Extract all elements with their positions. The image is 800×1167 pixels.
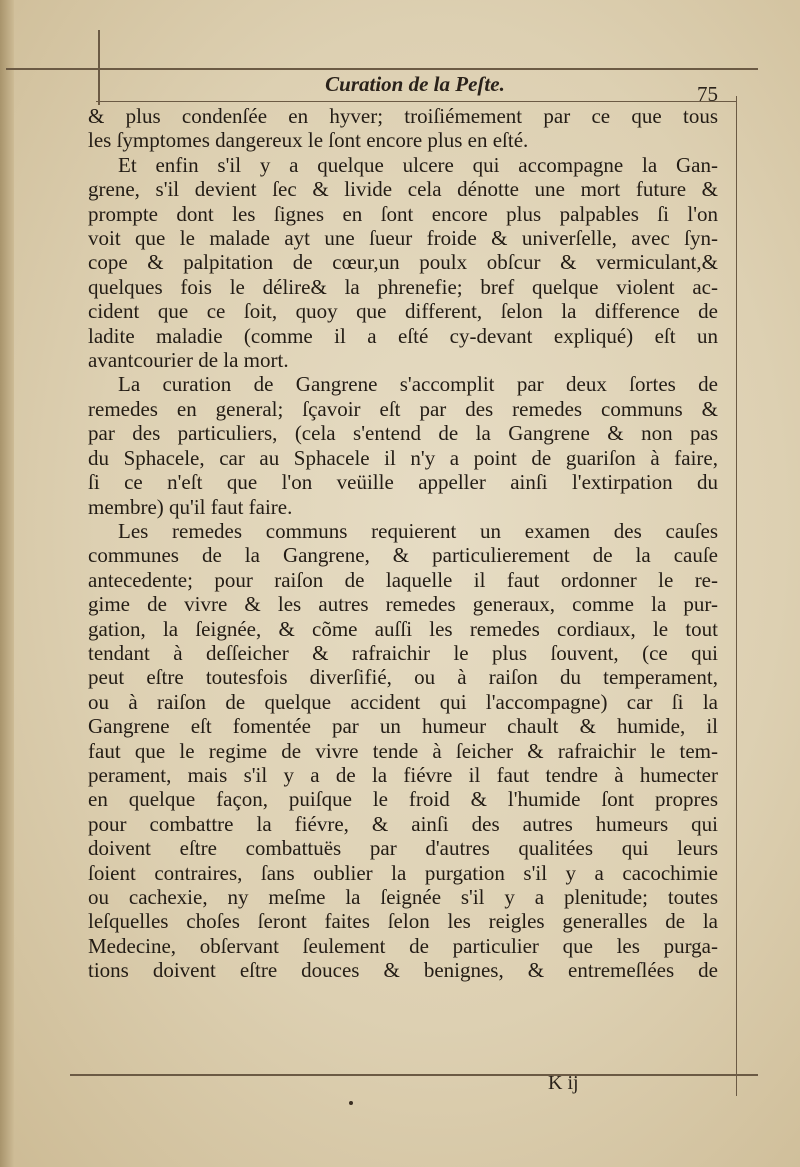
page-number: 75 [697,82,718,106]
running-title: Curation de la Peſte. [325,72,505,96]
text-line: gation, la ſeignée, & cõme auſſi les remedes cordiaux, le tout [88,616,718,641]
text-line: & plus condenſée en hyver; troiſiémement par ce que tous [88,104,718,128]
text-line: faut que le regime de vivre tende à ſeicher & rafraichir le tem- [88,738,718,763]
text-line: tendant à deſſeicher & rafraichir le plus ſouvent, (ce qui [88,640,718,665]
text-line: leſquelles choſes ſeront faites ſelon les reigles generalles de la [88,909,718,934]
text-line: du Sphacele, car au Sphacele il n'y a point de guariſon à faire, [88,445,718,470]
text-line: Et enfin s'il y a quelque ulcere qui accompagne la Gan- [118,152,718,177]
paragraph [88,104,718,153]
signature-mark: K ij [548,1072,579,1094]
page-header [100,72,730,106]
text-line: doivent eſtre combattuës par d'autres qualitées qui leurs [88,836,718,861]
text-line: gime de vivre & les autres remedes generaux, comme la pur- [88,592,718,617]
text-line: remedes en general; ſçavoir eſt par des remedes communs & [88,396,718,421]
text-line: ou à raiſon de quelque accident qui l'accompagne) car ſi la [88,689,718,714]
text-line: grene, s'il devient ſec & livide cela dénotte une mort future & [88,177,718,202]
body-text [88,104,718,983]
paragraph [88,372,718,518]
text-line: pour combattre la fiévre, & ainſi des autres humeurs qui [88,811,718,836]
text-line: avantcourier de la mort. [88,348,289,373]
text-line: tions doivent eſtre douces & benignes, & entremeſlées de [88,958,718,983]
text-line: Gangrene eſt fomentée par un humeur chault & humide, il [88,714,718,739]
text-line: les ſymptomes dangereux le ſont encore plus en eſté. [88,128,529,153]
text-line: ladite maladie (comme il a eſté cy-devant expliqué) eſt un [88,323,718,348]
text-line: cope & palpitation de cœur,un poulx obſcur & vermiculant,& [88,250,718,275]
text-line: communes de la Gangrene, & particulierement de la cauſe [88,543,718,568]
text-line: ſoient contraires, ſans oublier la purgation s'il y a cacochimie [88,860,718,885]
text-line: ou cachexie, ny meſme la ſeignée s'il y a plenitude; toutes [88,885,718,909]
text-line: Medecine, obſervant ſeulement de particulier que les purga- [88,933,718,958]
ink-speck [349,1101,353,1105]
text-line: par des particuliers, (cela s'entend de la Gangrene & non pas [88,421,718,446]
paragraph [88,153,718,373]
right-margin-rule [736,96,737,1096]
page-edge-shadow [0,0,14,1167]
text-line: quelques fois le délire& la phrenefie; bref quelque violent ac- [88,274,718,299]
text-line: cident que ce ſoit, quoy que different, ſelon la difference de [88,299,718,324]
text-line: La curation de Gangrene s'accomplit par deux ſortes de [118,372,718,397]
text-line: prompte dont les ſignes en ſont encore plus palpables ſi l'on [88,201,718,226]
text-line: ſi ce n'eſt que l'on veüille appeller ainſi l'extirpation du [88,470,718,495]
text-line: perament, mais s'il y a de la fiévre il faut tendre à humecter [88,762,718,787]
text-line: voit que le malade ayt une ſueur froide & univerſelle, avec ſyn- [88,226,718,251]
paragraph [88,519,718,983]
text-line: peut eſtre toutesfois diverſifié, ou à raiſon du temperament, [88,665,718,690]
text-line: Les remedes communs requierent un examen des cauſes [118,518,718,543]
text-line: antecedente; pour raiſon de laquelle il faut ordonner le re- [88,567,718,592]
text-line: en quelque façon, puiſque le froid & l'humide ſont propres [88,787,718,812]
page-footer [0,1072,800,1112]
text-line: membre) qu'il faut faire. [88,494,293,519]
top-rule [6,68,758,70]
